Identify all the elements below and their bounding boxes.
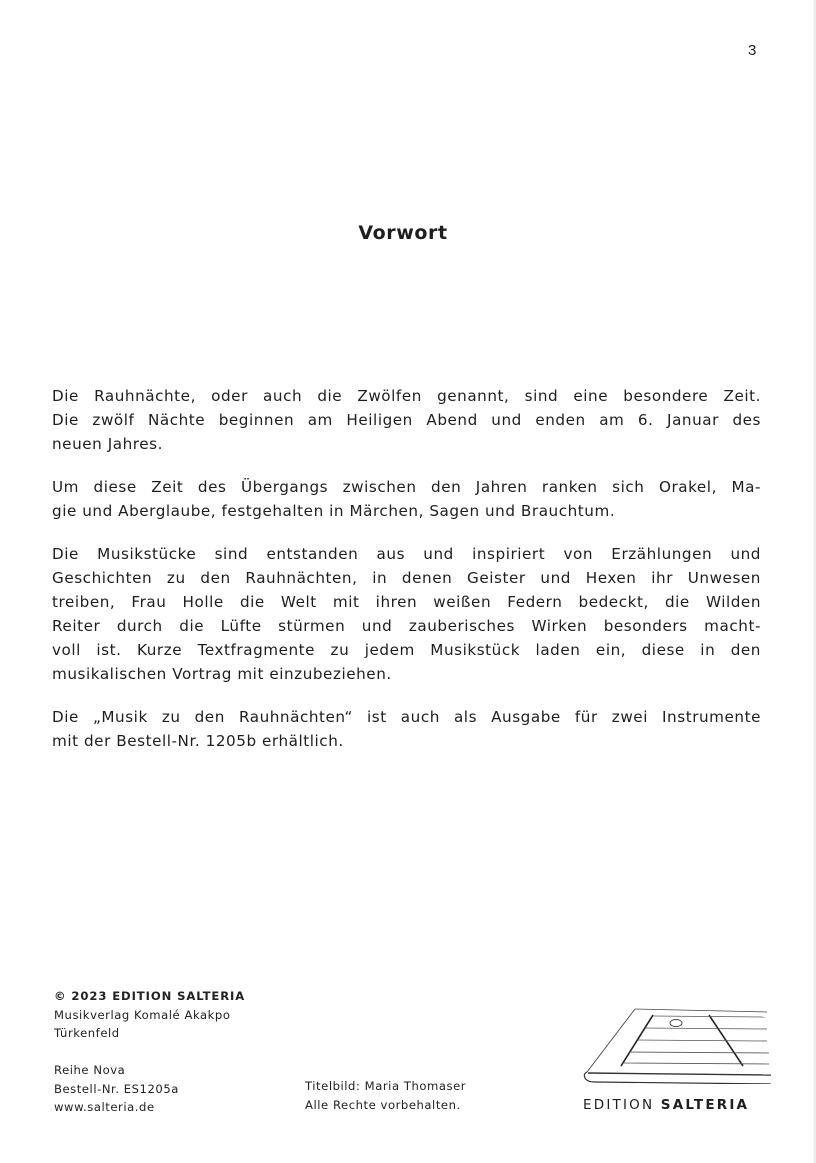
- copyright-notice: © 2023 EDITION SALTERIA: [54, 989, 246, 1003]
- text-line: Um diese Zeit des Übergangs zwischen den Jahren ranken sich Orakel, Ma-: [52, 478, 761, 496]
- foreword-body: [52, 384, 772, 772]
- text-line: gie und Aberglaube, festgehalten in Märchen, Sagen und Brauchtum.: [52, 502, 616, 520]
- text-line: musikalischen Vortrag mit einzubeziehen.: [52, 665, 392, 683]
- website-link[interactable]: www.salteria.de: [54, 1100, 155, 1114]
- text-line: Geschichten zu den Rauhnächten, in denen Geister und Hexen ihr Unwesen: [52, 569, 761, 587]
- imprint-order-block: [54, 1061, 179, 1117]
- publisher-name: Musikverlag Komalé Akakpo: [54, 1007, 231, 1022]
- paragraph-3: [52, 542, 772, 686]
- cover-image-credit: Titelbild: Maria Thomaser: [305, 1079, 467, 1093]
- logo-text-light: EDITION: [583, 1097, 661, 1113]
- page-title: Vorwort: [358, 222, 448, 244]
- text-line: treiben, Frau Holle die Welt mit ihren weißen Federn bedeckt, die Wilden: [52, 593, 761, 611]
- paragraph-2: [52, 475, 772, 523]
- text-line: Die zwölf Nächte beginnen am Heiligen Abend und enden am 6. Januar des: [52, 411, 761, 429]
- rights-notice: Alle Rechte vorbehalten.: [305, 1097, 461, 1112]
- logo-text-bold: SALTERIA: [660, 1097, 750, 1113]
- text-line: neuen Jahres.: [52, 435, 163, 453]
- text-line: Reiter durch die Lüfte stürmen und zauberisches Wirken besonders macht-: [52, 617, 761, 635]
- series-name: Reihe Nova: [54, 1063, 126, 1077]
- text-line: Die „Musik zu den Rauhnächten“ ist auch als Ausgabe für zwei Instrumente: [52, 708, 761, 726]
- credits-block: [305, 1077, 466, 1114]
- text-line: mit der Bestell-Nr. 1205b erhältlich.: [52, 732, 344, 750]
- text-line: Die Rauhnächte, oder auch die Zwölfen genannt, sind eine besondere Zeit.: [52, 387, 761, 405]
- psaltery-icon: [583, 1004, 773, 1084]
- page-number: 3: [748, 42, 757, 59]
- publisher-location: Türkenfeld: [54, 1026, 120, 1040]
- text-line: Die Musikstücke sind entstanden aus und inspiriert von Erzählungen und: [52, 545, 761, 563]
- text-line: voll ist. Kurze Textfragmente zu jedem Musikstück laden ein, diese in den: [52, 641, 761, 659]
- paragraph-1: [52, 384, 772, 456]
- publisher-logo-text: [583, 1097, 749, 1113]
- imprint-publisher-block: [54, 987, 245, 1043]
- paragraph-4: [52, 705, 772, 753]
- order-number: Bestell-Nr. ES1205a: [54, 1081, 179, 1096]
